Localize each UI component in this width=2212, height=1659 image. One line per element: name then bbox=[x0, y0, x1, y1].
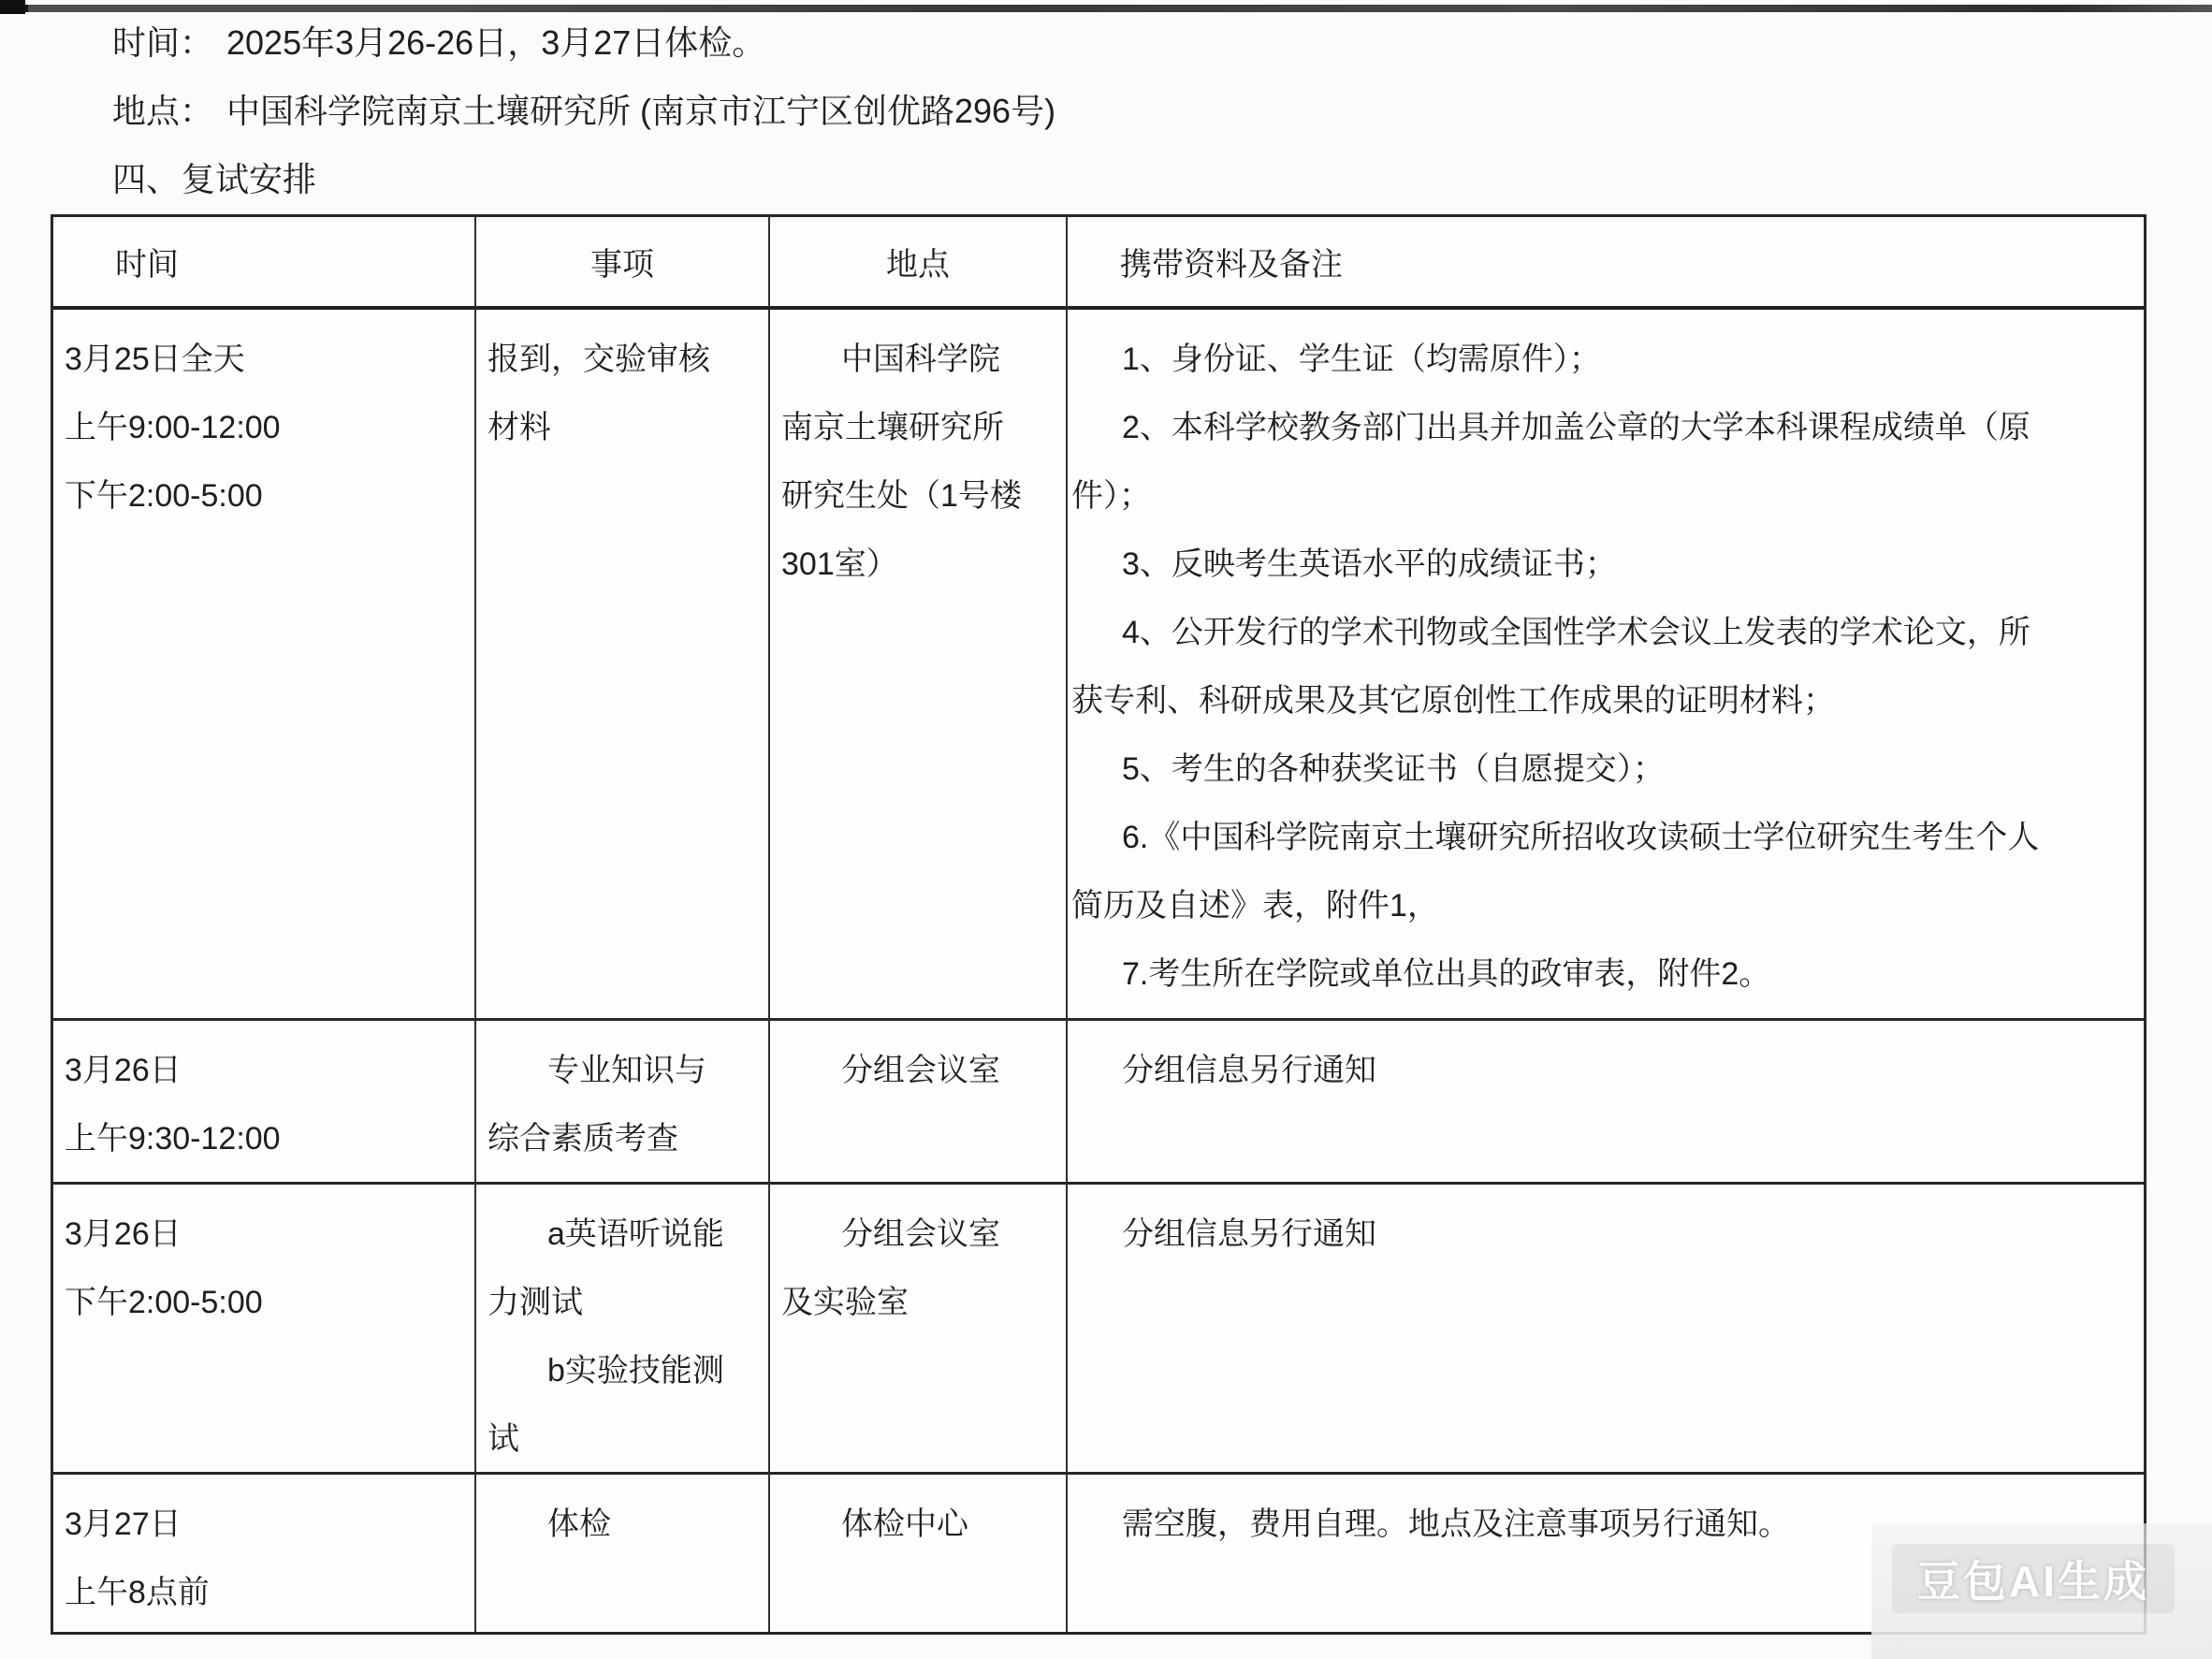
cell-r3-item bbox=[476, 1185, 770, 1475]
cell-r2-notes bbox=[1068, 1021, 2144, 1185]
text-line: 下午2:00-5:00 bbox=[65, 1285, 263, 1320]
col-header-notes: 携带资料及备注 bbox=[1068, 217, 2144, 310]
text-line: 4、公开发行的学术刊物或全国性学术会议上发表的学术论文，所 bbox=[1122, 615, 2030, 650]
text-line: 获专利、科研成果及其它原创性工作成果的证明材料； bbox=[1071, 683, 1835, 719]
text-line: 上午8点前 bbox=[65, 1575, 210, 1610]
text-line: 件）； bbox=[1071, 478, 1151, 514]
text-line: 专业知识与 bbox=[547, 1053, 706, 1088]
text-line: a英语听说能 bbox=[547, 1216, 724, 1252]
text-line: 6.《中国科学院南京土壤研究所招收攻读硕士学位研究生考生个人 bbox=[1122, 820, 2040, 855]
intro-place-line bbox=[112, 77, 1055, 145]
text-line: 下午2:00-5:00 bbox=[65, 478, 263, 514]
text-line: 分组会议室 bbox=[841, 1216, 1000, 1252]
cell-r1-item bbox=[476, 310, 770, 1021]
text-line: 3月26日 bbox=[65, 1216, 182, 1252]
cell-r4-place bbox=[770, 1475, 1068, 1632]
text-line: 上午9:00-12:00 bbox=[65, 410, 281, 445]
place-label: 地点： bbox=[112, 92, 214, 130]
text-line: 南京土壤研究所 bbox=[781, 410, 1004, 445]
text-line: 体检中心 bbox=[841, 1506, 968, 1542]
text-line: 3、反映考生英语水平的成绩证书； bbox=[1122, 546, 1617, 582]
text-line: 5、考生的各种获奖证书（自愿提交）； bbox=[1122, 751, 1665, 787]
text-line: 分组信息另行通知 bbox=[1122, 1216, 1376, 1252]
text-line: b实验技能测 bbox=[547, 1353, 724, 1389]
text-line: 1、身份证、学生证（均需原件）； bbox=[1122, 342, 1601, 377]
text-line: 简历及自述》表，附件1， bbox=[1071, 888, 1439, 924]
text-line: 报到，交验审核 bbox=[488, 342, 710, 377]
text-line: 301室） bbox=[781, 546, 898, 582]
schedule-table bbox=[51, 214, 2147, 1635]
cell-r1-place bbox=[770, 310, 1068, 1021]
cell-r1-time bbox=[53, 310, 476, 1021]
ai-watermark: 豆包AI生成 bbox=[1892, 1544, 2175, 1613]
text-line: 力测试 bbox=[488, 1285, 583, 1320]
place-value: 中国科学院南京土壤研究所 (南京市江宁区创优路296号) bbox=[226, 92, 1056, 130]
document-intro bbox=[112, 8, 1055, 213]
cell-r3-place bbox=[770, 1185, 1068, 1475]
cell-r3-time bbox=[53, 1185, 476, 1475]
intro-time-line bbox=[112, 8, 1055, 77]
scan-corner-mark bbox=[0, 0, 25, 14]
cell-r4-time bbox=[53, 1475, 476, 1632]
text-line: 分组会议室 bbox=[841, 1053, 1000, 1088]
text-line: 及实验室 bbox=[781, 1285, 909, 1320]
cell-r2-time bbox=[53, 1021, 476, 1185]
text-line: 7.考生所在学院或单位出具的政审表，附件2。 bbox=[1122, 956, 1771, 992]
time-value: 2025年3月26-26日，3月27日体检。 bbox=[226, 23, 766, 62]
col-header-item: 事项 bbox=[476, 217, 770, 310]
text-line: 综合素质考查 bbox=[488, 1121, 678, 1157]
cell-r2-place bbox=[770, 1021, 1068, 1185]
col-header-place: 地点 bbox=[770, 217, 1068, 310]
cell-r2-item bbox=[476, 1021, 770, 1185]
text-line: 2、本科学校教务部门出具并加盖公章的大学本科课程成绩单（原 bbox=[1122, 410, 2030, 445]
text-line: 中国科学院 bbox=[841, 342, 1000, 377]
cell-r3-notes bbox=[1068, 1185, 2144, 1475]
cell-r1-notes bbox=[1068, 310, 2144, 1021]
section-title: 复试安排 bbox=[182, 160, 317, 198]
time-label: 时间： bbox=[112, 23, 214, 62]
text-line: 试 bbox=[488, 1421, 519, 1457]
text-line: 3月27日 bbox=[65, 1506, 182, 1542]
text-line: 上午9:30-12:00 bbox=[65, 1121, 281, 1157]
col-header-time: 时间 bbox=[53, 217, 476, 310]
text-line: 分组信息另行通知 bbox=[1122, 1053, 1376, 1088]
text-line: 研究生处（1号楼 bbox=[781, 478, 1022, 514]
text-line: 3月25日全天 bbox=[65, 342, 245, 377]
text-line: 材料 bbox=[488, 410, 551, 445]
cell-r4-item bbox=[476, 1475, 770, 1632]
text-line: 3月26日 bbox=[65, 1053, 182, 1088]
text-line: 需空腹，费用自理。地点及注意事项另行通知。 bbox=[1122, 1506, 1790, 1542]
section-number: 四、 bbox=[112, 160, 181, 198]
text-line: 体检 bbox=[547, 1506, 611, 1542]
section-heading bbox=[112, 145, 1055, 213]
